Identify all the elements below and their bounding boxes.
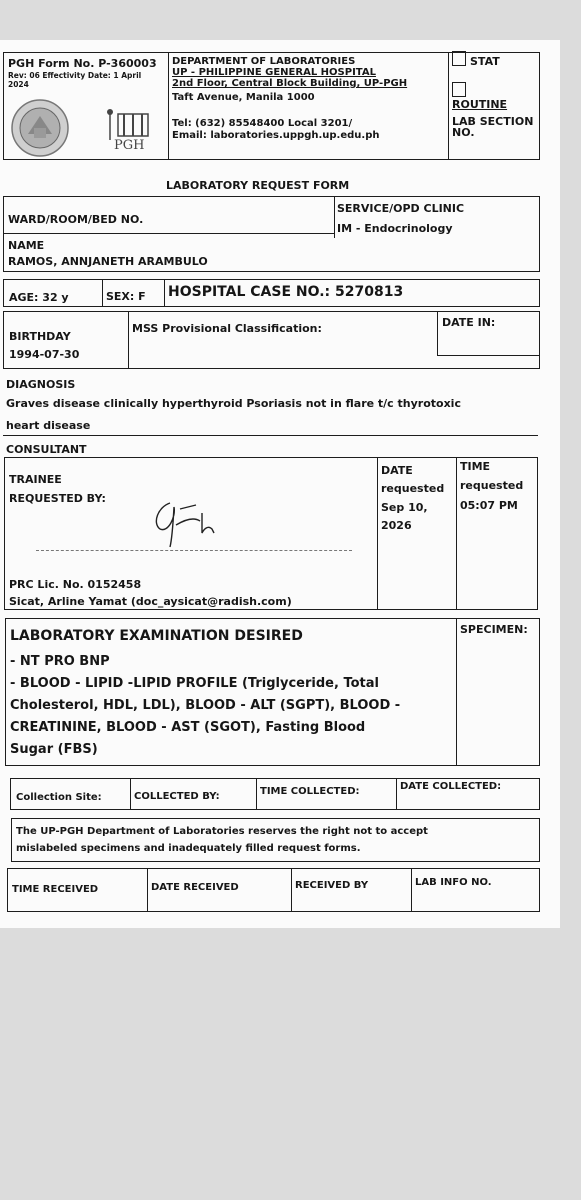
specimen-label: SPECIMEN: [460, 623, 528, 636]
time-collected-label: TIME COLLECTED: [260, 786, 360, 797]
date-in-divider [437, 355, 540, 356]
sex-divider [164, 279, 165, 307]
exam-line-3: Cholesterol, HDL, LDL), BLOOD - ALT (SGPT), BLOOD - [10, 698, 401, 713]
collected-by-label: COLLECTED BY: [134, 791, 220, 802]
routine-label: ROUTINE [452, 98, 508, 111]
exam-line-2: - BLOOD - LIPID -LIPID PROFILE (Triglyceride, Total [10, 676, 379, 691]
service-value: IM - Endocrinology [337, 222, 453, 235]
receiving-divider [147, 868, 148, 912]
time-requested-label-1: TIME [460, 460, 491, 473]
consultant-label: CONSULTANT [6, 443, 87, 456]
header-divider [448, 52, 449, 160]
requested-by-label: REQUESTED BY: [9, 492, 106, 505]
revision-year: 2024 [8, 80, 29, 89]
pgh-logo-text: PGH [114, 138, 145, 153]
requester-name: Sicat, Arline Yamat (doc_aysicat@radish.com) [9, 595, 292, 608]
collection-divider [256, 778, 257, 810]
telephone: Tel: (632) 85548400 Local 3201/ [172, 118, 353, 129]
notice-box [11, 818, 540, 862]
birthday-label: BIRTHDAY [9, 330, 71, 343]
signature-icon [140, 495, 230, 550]
age-divider [102, 279, 103, 307]
receiving-divider [411, 868, 412, 912]
address-line-1: 2nd Floor, Central Block Building, UP-PGH [172, 78, 408, 89]
birthday-value: 1994-07-30 [9, 348, 80, 361]
header-divider [168, 52, 169, 160]
lab-section-label: LAB SECTION NO. [452, 115, 534, 139]
ward-divider [3, 233, 335, 234]
signature-line [36, 550, 352, 551]
stat-label: STAT [470, 55, 500, 68]
received-by-label: RECEIVED BY [295, 880, 369, 891]
form-title: LABORATORY REQUEST FORM [166, 179, 350, 192]
name-label: NAME [8, 239, 45, 252]
date-requested-label-1: DATE [381, 464, 413, 477]
diagnosis-line-1: Graves disease clinically hyperthyroid Psoriasis not in flare t/c thyrotoxic [6, 397, 461, 410]
service-label: SERVICE/OPD CLINIC [337, 202, 465, 215]
date-requested-value-1: Sep 10, [381, 501, 428, 514]
service-divider [334, 196, 335, 238]
lab-info-number-label: LAB INFO NO. [415, 877, 492, 888]
date-in-label: DATE IN: [442, 316, 496, 329]
collection-site-label: Collection Site: [16, 792, 102, 803]
mss-divider [437, 311, 438, 356]
specimen-divider [456, 618, 457, 766]
up-seal-icon [10, 98, 70, 158]
exam-line-5: Sugar (FBS) [10, 742, 98, 757]
address-line-2: Taft Avenue, Manila 1000 [172, 92, 315, 103]
department-name: DEPARTMENT OF LABORATORIES [172, 56, 356, 67]
time-requested-label-2: requested [460, 479, 524, 492]
time-received-label: TIME RECEIVED [12, 884, 99, 895]
date-collected-label: DATE COLLECTED: [400, 781, 502, 792]
diagnosis-line-2: heart disease [6, 419, 91, 432]
diagnosis-divider [3, 435, 538, 436]
patient-name: RAMOS, ANNJANETH ARAMBULO [8, 255, 208, 268]
exam-line-1: - NT PRO BNP [10, 654, 110, 669]
revision-line: Rev: 06 Effectivity Date: 1 April [8, 71, 142, 80]
trainee-label: TRAINEE [9, 473, 62, 486]
birthday-divider [128, 311, 129, 369]
age-value: AGE: 32 y [9, 291, 69, 304]
pgh-logo-icon [104, 108, 156, 156]
receiving-divider [291, 868, 292, 912]
date-received-label: DATE RECEIVED [151, 882, 239, 893]
hospital-case-number: HOSPITAL CASE NO.: 5270813 [168, 284, 404, 300]
exam-title: LABORATORY EXAMINATION DESIRED [10, 628, 303, 644]
prc-license: PRC Lic. No. 0152458 [9, 578, 142, 591]
form-number: PGH Form No. P-360003 [8, 57, 157, 70]
hospital-name: UP - PHILIPPINE GENERAL HOSPITAL [172, 67, 376, 78]
email: Email: laboratories.uppgh.up.edu.ph [172, 130, 380, 141]
exam-line-4: CREATININE, BLOOD - AST (SGOT), Fasting Blood [10, 720, 366, 735]
ward-label: WARD/ROOM/BED NO. [8, 213, 144, 226]
date-requested-label-2: requested [381, 482, 445, 495]
collection-divider [130, 778, 131, 810]
time-requested-value: 05:07 PM [460, 499, 518, 512]
date-requested-value-2: 2026 [381, 519, 412, 532]
date-requested-divider [377, 457, 378, 610]
collection-divider [396, 778, 397, 810]
diagnosis-label: DIAGNOSIS [6, 378, 76, 391]
time-requested-divider [456, 457, 457, 610]
mss-classification-label: MSS Provisional Classification: [132, 322, 322, 335]
sex-value: SEX: F [106, 290, 146, 303]
notice-line-2: mislabeled specimens and inadequately filled request forms. [16, 843, 361, 854]
stat-checkbox[interactable] [452, 51, 466, 66]
routine-checkbox[interactable] [452, 82, 466, 97]
notice-line-1: The UP-PGH Department of Laboratories reserves the right not to accept [16, 826, 428, 837]
